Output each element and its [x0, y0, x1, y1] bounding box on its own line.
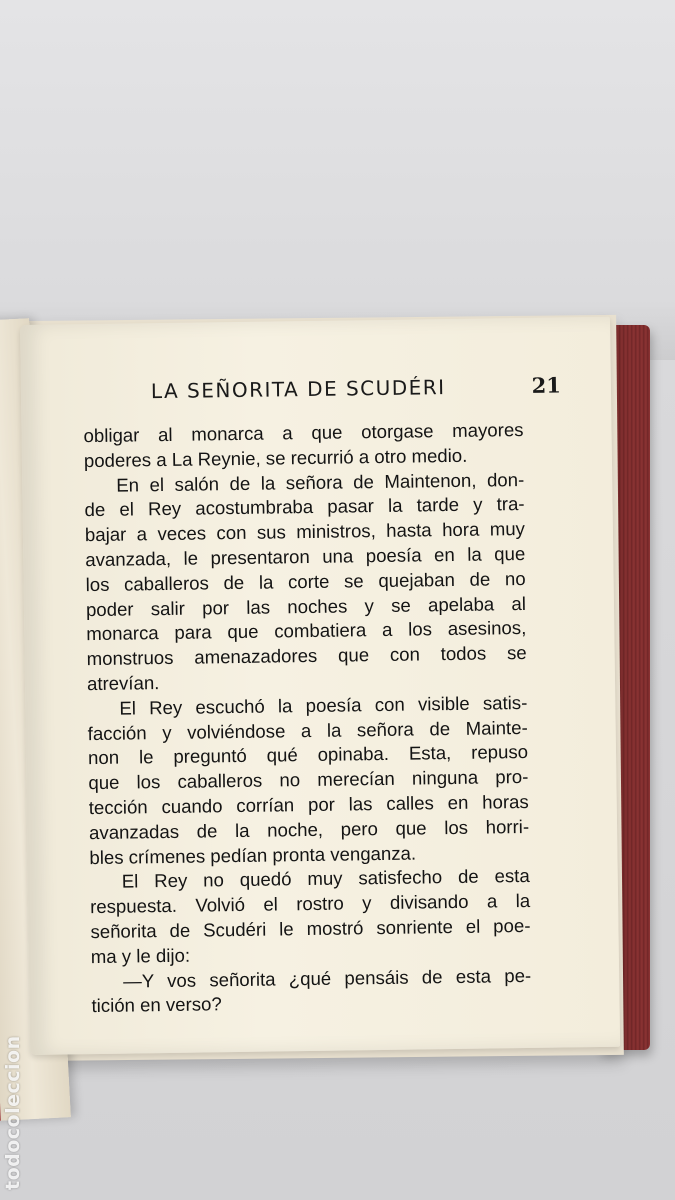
running-title: LA SEÑORITA DE SCUDÉRI	[150, 375, 446, 404]
text-line: En el salón de la señora de Maintenon, don-	[116, 468, 525, 496]
text-line: —Y vos señorita ¿qué pensáis de esta pe-	[123, 964, 532, 992]
text-line: monstruos amenazadores que con todos se	[86, 642, 527, 670]
text-line: tección cuando corrían por las calles en horas	[88, 790, 529, 819]
text-line: poder salir por las noches y se apelaba al	[85, 592, 527, 620]
text-line: facción y volviéndose a la señora de Mainte-	[87, 716, 528, 744]
text-line: los caballeros de la corte se quejaban de no	[85, 567, 526, 595]
text-line: señorita de Scudéri le mostró sonriente el poe-	[90, 914, 531, 943]
text-line: El Rey no quedó muy satisfecho de esta	[121, 865, 530, 892]
text-line: avanzadas de la noche, pero que los horri-	[88, 815, 530, 843]
text-line: tición en verso?	[91, 993, 222, 1017]
text-line: obligar al monarca a que otorgase mayores	[83, 418, 524, 447]
text-line: non le preguntó qué opinaba. Esta, repuso	[87, 741, 529, 769]
text-line: que los caballeros no merecían ninguna pro-	[88, 766, 529, 794]
text-line: atrevían.	[86, 672, 160, 695]
text-line: poderes a La Reynie, se recurrió a otro medio.	[83, 444, 468, 471]
text-line: ma y le dijo:	[90, 944, 191, 967]
text-line: de el Rey acostumbraba pasar la tarde y tra-	[84, 493, 525, 521]
book-page	[20, 317, 620, 1055]
text-line: bajar a veces con sus ministros, hasta hora muy	[84, 518, 526, 546]
text-line: monarca para que combatiera a los asesinos,	[86, 617, 527, 645]
text-line: bles crímenes pedían pronta venganza.	[89, 842, 417, 868]
body-text	[83, 418, 531, 1019]
text-line: El Rey escuchó la poesía con visible satis-	[119, 691, 528, 719]
page-number: 21	[531, 372, 562, 398]
running-head	[151, 372, 561, 403]
left-cover-edge	[0, 322, 1, 1122]
text-line: respuesta. Volvió el rostro y divisando a la	[89, 890, 531, 918]
watermark: todocoleccion	[2, 1035, 24, 1190]
text-line: avanzada, le presentaron una poesía en la que	[85, 542, 526, 571]
